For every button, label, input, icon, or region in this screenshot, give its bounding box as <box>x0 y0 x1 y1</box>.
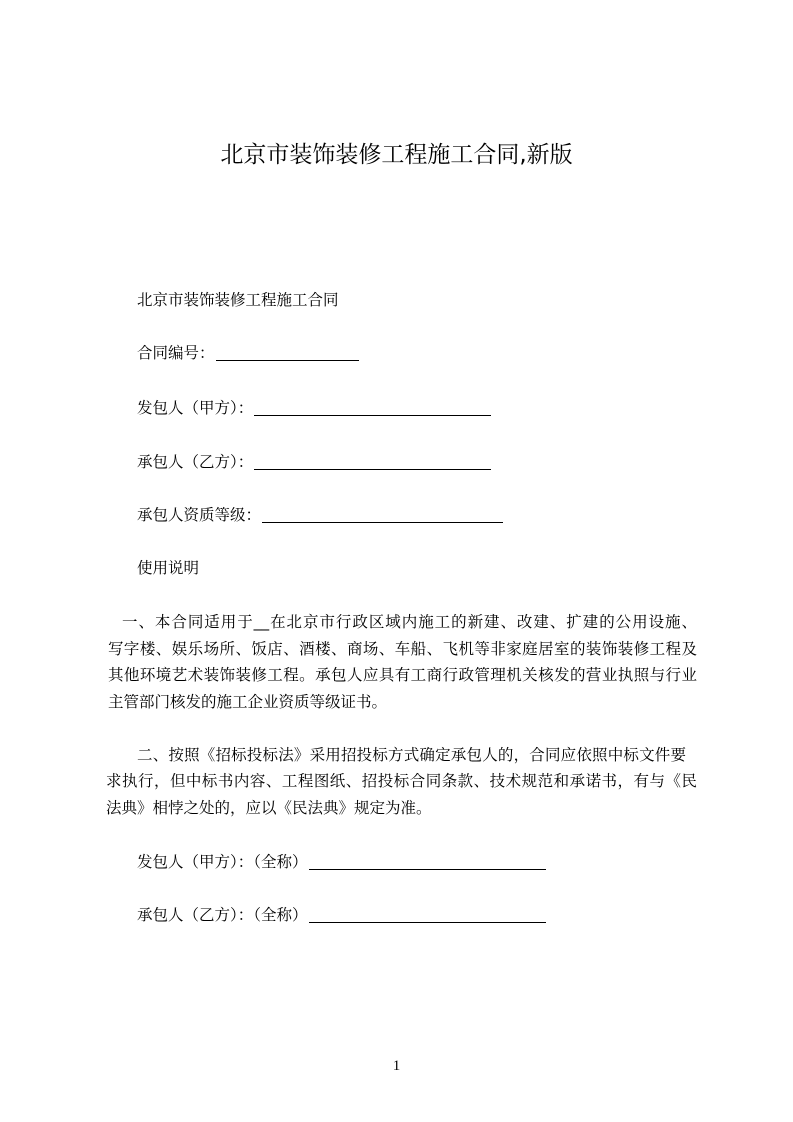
party-a-signature-field <box>137 852 546 872</box>
qualification-blank <box>262 507 503 523</box>
party-a-field <box>137 398 491 418</box>
paragraph-line: 法典》相悖之处的，应以《民法典》规定为准。 <box>106 799 432 817</box>
paragraph-line: 二、按照《招标投标法》采用招投标方式确定承包人的，合同应依照中标文件要 <box>137 746 686 764</box>
qualification-field <box>137 505 503 525</box>
party-b-field <box>137 452 491 472</box>
paragraph-line: 一、本合同适用于__在北京市行政区域内施工的新建、改建、扩建的公用设施、 <box>122 613 697 631</box>
contract-heading: 北京市装饰装修工程施工合同 <box>137 291 339 309</box>
party-a-signature-label: 发包人（甲方）：（全称） <box>137 853 308 871</box>
page-number: 1 <box>392 1058 401 1074</box>
qualification-label: 承包人资质等级： <box>137 506 262 524</box>
paragraph-line: 写字楼、娱乐场所、饭店、酒楼、商场、车船、飞机等非家庭居室的装饰装修工程及 <box>108 640 697 658</box>
party-b-label: 承包人（乙方）： <box>137 453 254 471</box>
paragraph-line: 主管部门核发的施工企业资质等级证书。 <box>108 693 388 711</box>
instructions-heading: 使用说明 <box>137 559 200 577</box>
party-b-signature-label: 承包人（乙方）：（全称） <box>137 906 308 924</box>
contract-number-field <box>137 343 359 363</box>
document-title: 北京市装饰装修工程施工合同,新版 <box>220 142 573 168</box>
paragraph-line: 其他环境艺术装饰装修工程。承包人应具有工商行政管理机关核发的营业执照与行业 <box>108 666 697 684</box>
party-b-signature-blank <box>309 907 546 923</box>
party-b-signature-field <box>137 905 546 925</box>
contract-number-blank <box>216 345 359 361</box>
paragraph-line: 求执行，但中标书内容、工程图纸、招投标合同条款、技术规范和承诺书，有与《民 <box>106 772 697 790</box>
party-a-label: 发包人（甲方）： <box>137 399 254 417</box>
party-b-blank <box>254 454 491 470</box>
contract-number-label: 合同编号： <box>137 344 215 362</box>
party-a-blank <box>254 400 491 416</box>
party-a-signature-blank <box>309 854 546 870</box>
